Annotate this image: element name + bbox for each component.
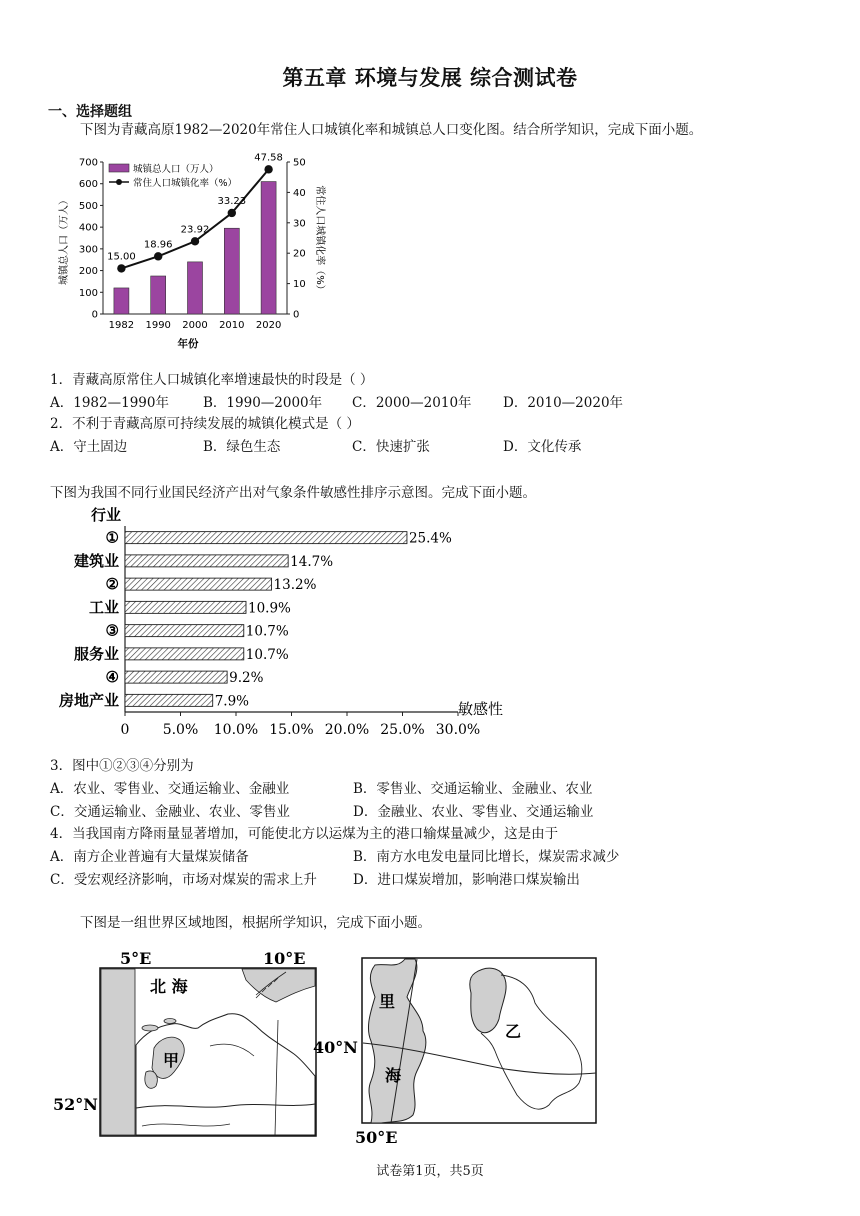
chart2-category-label: ② [105, 575, 119, 594]
chart1-y2tick-label: 10 [293, 279, 306, 291]
chart2-value-label: 13.2% [273, 577, 317, 594]
chart1-bar [261, 182, 276, 314]
q3-option-d[interactable]: D．金融业、农业、零售业、交通运输业 [353, 804, 594, 820]
chart1-legend-bar-label: 城镇总人口（万人） [133, 164, 219, 175]
chart1-rate-point [228, 209, 236, 217]
chart1-bar [224, 228, 239, 314]
chart2-value-label: 7.9% [214, 693, 250, 710]
chart2-bar [125, 648, 244, 660]
chart1-xtick-label: 2020 [255, 320, 282, 331]
chart2-bar [125, 555, 288, 567]
chart1-ytick-label: 400 [78, 222, 98, 234]
q1-stem: 1．青藏高原常住人口城镇化率增速最快的时段是（ ） [50, 372, 374, 388]
chart1-xtick-label: 2000 [182, 320, 208, 331]
chart1-y2tick-label: 30 [293, 218, 306, 230]
chart2-bar [125, 601, 246, 613]
chart2-category-label: 服务业 [73, 644, 119, 663]
chart2-xtick-label: 25.0% [380, 722, 425, 738]
q3-stem: 3．图中①②③④分别为 [50, 758, 194, 774]
chart2-xtick-label: 10.0% [213, 722, 259, 738]
chart2-value-label: 25.4% [408, 530, 452, 547]
q2-option-c[interactable]: C．快速扩张 [352, 439, 430, 455]
q2-option-d[interactable]: D．文化传承 [503, 439, 582, 455]
group1-intro: 下图为青藏高原1982—2020年常住人口城镇化率和城镇总人口变化图。结合所学知识，完成下面小题。 [80, 122, 703, 138]
map-left-region: 甲 [163, 1051, 180, 1070]
chart2-xtick-label: 0 [120, 722, 130, 738]
chart2-bar [125, 625, 244, 637]
chart1-bar [151, 276, 166, 314]
map-left-sea: 北 海 [150, 977, 188, 996]
chart2-category-label: ① [105, 528, 119, 547]
map-left-lon1: 5°E [120, 949, 152, 968]
chart1-bar [188, 262, 203, 314]
map-right-lat: 40°N [313, 1038, 358, 1057]
q4-stem: 4．当我国南方降雨量显著增加，可能使北方以运煤为主的港口输煤量减少，这是由于 [50, 826, 559, 842]
q3-option-a[interactable]: A．农业、零售业、交通运输业、金融业 [50, 781, 290, 797]
q1-option-a[interactable]: A．1982—1990年 [50, 395, 169, 411]
chart1-legend [109, 163, 237, 189]
q2-option-a[interactable]: A．守土固边 [50, 439, 128, 455]
chart1-ylabel: 城镇总人口（万人） [59, 195, 70, 285]
q1-option-c[interactable]: C．2000—2010年 [352, 395, 472, 411]
chart2-xlabel: 敏感性 [458, 700, 504, 718]
q1-option-d[interactable]: D．2010—2020年 [503, 395, 624, 411]
chart1-xtick-label: 1990 [145, 320, 171, 331]
chart1-y2tick-label: 0 [293, 309, 300, 321]
chart1-xtick-label: 1982 [108, 320, 135, 331]
chart1-ytick-label: 700 [78, 157, 98, 169]
chart1-y2tick-label: 40 [293, 187, 306, 199]
q2-option-b[interactable]: B．绿色生态 [203, 439, 281, 455]
chart2-category-label: 房地产业 [58, 691, 119, 710]
page-title: 第五章 环境与发展 综合测试卷 [282, 66, 578, 90]
chart2-corner-label: 行业 [90, 506, 122, 524]
chart1-rate-point [154, 252, 162, 260]
q4-option-d[interactable]: D．进口煤炭增加，影响港口煤炭输出 [353, 872, 580, 888]
chart2-xtick-label: 15.0% [269, 722, 314, 738]
chart1-legend-line-marker [116, 179, 122, 185]
chart1-y2label: 常住人口城镇化率（%） [314, 185, 325, 295]
map-right-region: 乙 [505, 1022, 522, 1041]
map-right-lon: 50°E [355, 1128, 398, 1147]
chart1-data-label: 23.92 [180, 224, 210, 236]
chart1-ytick-label: 100 [78, 287, 98, 299]
q4-option-c[interactable]: C．受宏观经济影响，市场对煤炭的需求上升 [50, 872, 317, 888]
chart1-bars [114, 182, 276, 314]
map-north-sea [50, 940, 330, 1140]
chart2-bar [125, 578, 272, 590]
chart2-value-label: 10.7% [245, 623, 289, 640]
chart1-ytick-label: 200 [78, 266, 98, 278]
chart1-legend-bar-swatch [109, 164, 129, 172]
chart1-rate-point [191, 237, 199, 245]
chart1-y2tick-label: 50 [293, 157, 306, 169]
chart2-category-label: ③ [105, 621, 119, 640]
chart1-rate-point [264, 165, 272, 173]
chart1-legend-line-label: 常住人口城镇化率（%） [133, 178, 238, 189]
chart1-rate-point [117, 264, 125, 272]
chart2-bar [125, 694, 213, 706]
chart2-xtick-label: 30.0% [435, 722, 481, 738]
q4-option-b[interactable]: B．南方水电发电量同比增长，煤炭需求减少 [353, 849, 620, 865]
chart2-value-label: 9.2% [229, 670, 264, 687]
chart1-xtick-label: 2010 [219, 320, 245, 331]
chart2-category-label: 工业 [88, 598, 119, 617]
q2-stem: 2．不利于青藏高原可持续发展的城镇化模式是（ ） [50, 416, 360, 432]
q3-option-c[interactable]: C．交通运输业、金融业、农业、零售业 [50, 804, 290, 820]
chart1-ytick-label: 300 [78, 244, 98, 256]
chart2-category-label: 建筑业 [73, 551, 119, 570]
sensitivity-chart [50, 500, 504, 750]
section-heading: 一、选择题组 [48, 104, 132, 120]
map-left-lat: 52°N [53, 1095, 98, 1114]
chart1-y2tick-label: 20 [293, 248, 306, 260]
page-footer: 试卷第1页，共5页 [376, 1164, 484, 1179]
chart2-bar [125, 671, 227, 683]
chart1-data-label: 15.00 [107, 251, 136, 263]
chart1-ytick-label: 0 [91, 309, 98, 321]
chart2-value-label: 14.7% [290, 553, 334, 570]
chart1-xlabel: 年份 [177, 338, 199, 350]
chart2-bars [125, 531, 452, 710]
group2-intro: 下图为我国不同行业国民经济产出对气象条件敏感性排序示意图。完成下面小题。 [50, 485, 536, 501]
q3-option-b[interactable]: B．零售业、交通运输业、金融业、农业 [353, 781, 593, 797]
map-right-sea2: 海 [385, 1066, 402, 1085]
chart1-bar [114, 288, 129, 314]
chart2-xtick-label: 5.0% [162, 722, 199, 738]
chart2-xtick-label: 20.0% [324, 722, 370, 738]
map-caspian-sea [305, 945, 605, 1150]
chart1-data-label: 47.58 [254, 152, 283, 164]
chart1-ytick-label: 500 [78, 200, 98, 212]
chart1-data-label: 18.96 [143, 239, 173, 251]
chart2-bar [125, 532, 407, 544]
chart1-data-label: 33.23 [217, 195, 247, 207]
map-right-sea1: 里 [379, 992, 396, 1011]
land-left [101, 969, 135, 1135]
q1-option-b[interactable]: B．1990—2000年 [203, 395, 323, 411]
chart1-ytick-label: 600 [78, 179, 98, 191]
chart2-value-label: 10.9% [247, 600, 291, 617]
chart2-category-label: ④ [105, 668, 119, 687]
q4-option-a[interactable]: A．南方企业普遍有大量煤炭储备 [50, 849, 249, 865]
chart2-value-label: 10.7% [245, 646, 289, 663]
group3-intro: 下图是一组世界区域地图，根据所学知识，完成下面小题。 [80, 915, 431, 931]
map-left-lon2: 10°E [263, 949, 306, 968]
urbanization-chart [55, 148, 325, 353]
